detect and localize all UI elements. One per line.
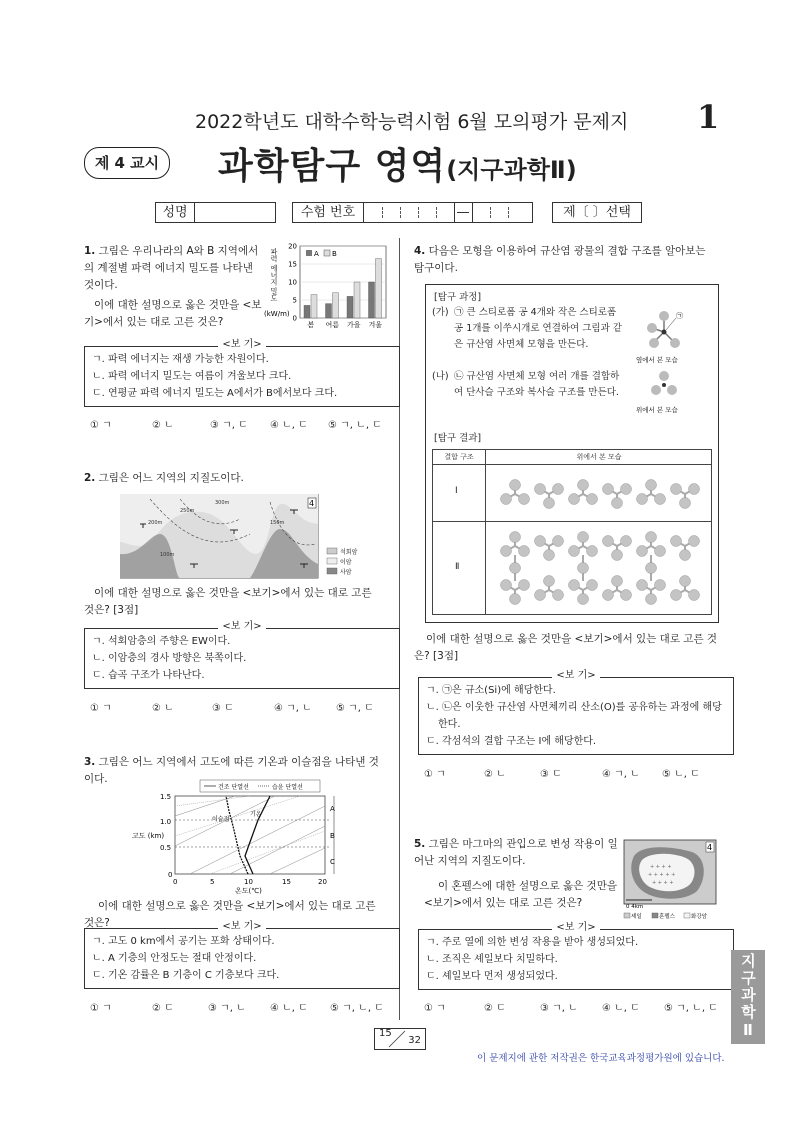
q1-choice-1[interactable]: ① ㄱ xyxy=(90,420,112,431)
page-number: 1 xyxy=(697,98,720,136)
q1-item-3: ㄷ. 연평균 파력 에너지 밀도는 A에서가 B에서보다 크다. xyxy=(92,388,338,399)
q5-text: 그림은 마그마의 관입으로 변성 작용이 일어난 지역의 지질도이다. xyxy=(414,838,618,867)
q1-ytick-3: 10 xyxy=(288,278,297,287)
q3-choice-4[interactable]: ④ ㄴ, ㄷ xyxy=(270,1003,308,1014)
q1-number: 1. xyxy=(84,245,96,257)
q2-number: 2. xyxy=(84,472,96,484)
q1-bar-B-1 xyxy=(311,295,317,318)
q2-contour-3: 200m xyxy=(148,520,163,526)
single-unit-2-o1 xyxy=(544,498,555,509)
subject-title xyxy=(218,138,577,189)
q4-result-table xyxy=(432,449,712,615)
q3-xtick-1: 0 xyxy=(173,878,178,886)
q3-layer-c: C xyxy=(330,858,335,866)
double-top-2-o3 xyxy=(553,536,564,547)
double-top-2-o2 xyxy=(535,536,546,547)
svg-text:+ + + + +: + + + + + xyxy=(648,872,676,878)
q1-ytick-1: 20 xyxy=(288,242,297,251)
q1-bogi-title: <보 기> xyxy=(218,339,265,350)
q4-item-1: ㄱ. ㉠은 규소(Si)에 해당한다. xyxy=(426,685,556,696)
q1-choices xyxy=(90,416,382,431)
q4-stem xyxy=(414,243,719,277)
q3-bogi xyxy=(84,921,400,989)
choice-label: 제〔 〕선택 xyxy=(563,205,631,220)
q1-yunit: (kW/m) xyxy=(264,310,290,318)
single-unit-2-o2 xyxy=(535,484,546,495)
double-bottom-5-o2 xyxy=(637,580,648,591)
double-bottom-3-o2 xyxy=(569,580,580,591)
double-bottom-4-o1 xyxy=(612,576,623,587)
double-bridge-3 xyxy=(646,563,657,574)
q3-choices xyxy=(90,999,384,1014)
q5-legend-2: 혼펠스 xyxy=(659,914,675,920)
q1-xlabel-4: 겨울 xyxy=(368,321,383,329)
q1-choice-2[interactable]: ② ㄴ xyxy=(152,420,174,431)
q2-item-3: ㄷ. 습곡 구조가 나타난다. xyxy=(92,670,205,681)
double-bottom-3-o1 xyxy=(578,594,589,605)
single-unit-6-o2 xyxy=(671,484,682,495)
q1-xlabel-1: 봄 xyxy=(307,321,315,329)
q3-temp-label: 기온 xyxy=(250,811,262,818)
q3-ytick-4: 0 xyxy=(168,871,173,879)
q1-ytick-4: 5 xyxy=(292,296,297,305)
session-label: 제 4 교시 xyxy=(94,154,160,172)
q3-dewpoint-label: 이슬점 xyxy=(212,816,230,823)
q4-choice-2[interactable]: ② ㄴ xyxy=(484,769,506,780)
q1-choice-4[interactable]: ④ ㄴ, ㄷ xyxy=(270,420,308,431)
q4-view-side: 옆에서 본 모습 xyxy=(636,356,678,364)
q5-geologic-map xyxy=(622,838,722,922)
q1-xlabel-3: 가을 xyxy=(346,321,361,329)
name-label-cell xyxy=(155,202,195,223)
double-top-5-o1 xyxy=(646,532,657,543)
double-top-1-o1 xyxy=(510,532,521,543)
q3-choice-1[interactable]: ① ㄱ xyxy=(90,1003,112,1014)
q4-choices xyxy=(424,765,700,780)
q1-ytick-2: 15 xyxy=(288,260,297,269)
double-top-3-o1 xyxy=(578,532,589,543)
double-bottom-2-o2 xyxy=(535,590,546,601)
q4-marker-giyeok: ㉠ xyxy=(676,312,683,320)
q3-item-2: ㄴ. A 기층의 안정도는 절대 안정이다. xyxy=(92,953,257,964)
q1-xlabel-2: 여름 xyxy=(325,321,340,329)
q3-prompt: 이에 대한 설명으로 옳은 것만을 <보기>에서 있는 대로 고른 것은? xyxy=(84,900,376,929)
double-bottom-5-o3 xyxy=(655,580,666,591)
id-input[interactable] xyxy=(363,202,533,223)
q4-item-3: ㄷ. 각섬석의 결합 구조는 Ⅰ에 해당한다. xyxy=(426,736,597,747)
page-current: 15 xyxy=(379,1028,392,1039)
q2-legend-3: 사암 xyxy=(340,569,352,576)
q1-bar-B-3 xyxy=(354,282,360,318)
q4-head-structure: 결합 구조 xyxy=(444,453,474,461)
q4-text: 다음은 모형을 이용하여 규산염 광물의 결합 구조를 알아보는 탐구이다. xyxy=(414,245,706,274)
side-tab-label: 지구과학Ⅱ xyxy=(739,953,757,1041)
q1-bar-A-2 xyxy=(326,304,332,318)
page-counter xyxy=(374,1028,426,1050)
q5-stem xyxy=(414,836,619,870)
q3-xlabel: 온도(℃) xyxy=(235,887,262,894)
q5-choice-3[interactable]: ③ ㄱ, ㄴ xyxy=(540,1003,578,1014)
q1-choice-5[interactable]: ⑤ ㄱ, ㄴ, ㄷ xyxy=(328,420,382,431)
double-top-1-o2 xyxy=(501,546,512,557)
q2-contour-4: 150m xyxy=(270,520,285,526)
q4-process-title: [탐구 과정] xyxy=(434,292,482,303)
q3-bogi-title: <보 기> xyxy=(218,921,265,932)
single-unit-6-o1 xyxy=(680,498,691,509)
q4-tetrahedron-figures xyxy=(624,306,704,418)
q5-scale: 0 4km xyxy=(626,904,644,910)
q3-adiabat-chart xyxy=(130,776,360,894)
single-unit-3-o1 xyxy=(578,480,589,491)
exam-title: 2022학년도 대학수학능력시험 6월 모의평가 문제지 xyxy=(195,111,629,133)
q4-choice-1[interactable]: ① ㄱ xyxy=(424,769,446,780)
session-badge xyxy=(84,147,170,179)
q4-step-na-text: ㉡ 규산염 사면체 모형 여러 개를 결합하여 단사슬 구조와 복사슬 구조를 만든다. xyxy=(454,371,620,398)
q4-step-ga-label: (가) xyxy=(432,307,449,318)
double-top-2-o1 xyxy=(544,550,555,561)
q5-item-1: ㄱ. 주로 열에 의한 변성 작용을 받아 생성되었다. xyxy=(426,937,639,948)
q4-result-title: [탐구 결과] xyxy=(434,433,482,444)
q4-choice-4[interactable]: ④ ㄱ, ㄴ xyxy=(602,769,640,780)
q4-number: 4. xyxy=(414,245,426,257)
double-bottom-5-o1 xyxy=(646,594,657,605)
q4-item-2: ㄴ. ㉡은 이웃한 규산염 사면체끼리 산소(O)를 공유하는 과정에 해당한다. xyxy=(426,702,722,730)
svg-text:4: 4 xyxy=(309,499,315,508)
copyright-notice: 이 문제지에 관한 저작권은 한국교육과정평가원에 있습니다. xyxy=(477,1053,725,1064)
svg-text:+ + + +: + + + + xyxy=(652,880,674,886)
candidate-info-row xyxy=(155,202,645,224)
q5-number: 5. xyxy=(414,838,426,850)
double-bridge-1 xyxy=(510,563,521,574)
double-top-4-o3 xyxy=(621,536,632,547)
q4-double-chain xyxy=(493,526,707,612)
q4-bogi-title: <보 기> xyxy=(552,670,599,681)
q3-number: 3. xyxy=(84,756,96,768)
q1-bar-B-4 xyxy=(376,259,382,318)
q1-bar-chart xyxy=(264,240,390,332)
q2-bogi xyxy=(84,621,400,689)
name-input[interactable] xyxy=(194,202,276,223)
q2-legend-1: 석회암 xyxy=(340,549,358,556)
q3-ytick-1: 1.5 xyxy=(160,793,172,801)
q4-step-ga xyxy=(432,305,622,353)
double-top-6-o3 xyxy=(689,536,700,547)
q4-head-topview: 위에서 본 모습 xyxy=(576,453,622,461)
q5-choice-4[interactable]: ④ ㄴ, ㄷ xyxy=(602,1003,640,1014)
q4-choice-5[interactable]: ⑤ ㄴ, ㄷ xyxy=(662,769,700,780)
q3-xtick-4: 15 xyxy=(282,878,291,886)
id-label: 수험 번호 xyxy=(300,205,356,220)
q2-stem xyxy=(84,470,384,487)
q3-ytick-2: 1.0 xyxy=(160,818,172,826)
single-unit-4-o2 xyxy=(603,484,614,495)
q2-choice-3[interactable]: ③ ㄷ xyxy=(212,703,234,714)
single-unit-4-o1 xyxy=(612,498,623,509)
id-label-cell xyxy=(292,202,364,223)
subject-side-tab xyxy=(731,950,765,1044)
q5-bogi-title: <보 기> xyxy=(552,922,599,933)
q4-row-2: Ⅱ xyxy=(455,562,460,572)
q5-choice-5[interactable]: ⑤ ㄱ, ㄴ, ㄷ xyxy=(664,1003,718,1014)
q5-prompt: 이 혼펠스에 대한 설명으로 옳은 것만을 <보기>에서 있는 대로 고른 것은? xyxy=(424,880,617,909)
q1-legend-a: A xyxy=(314,250,319,258)
q2-legend-2: 이암 xyxy=(340,559,352,566)
q3-choice-2[interactable]: ② ㄷ xyxy=(152,1003,174,1014)
q2-choice-5[interactable]: ⑤ ㄱ, ㄷ xyxy=(336,703,374,714)
double-bottom-6-o3 xyxy=(689,590,700,601)
q2-prompt: 이에 대한 설명으로 옳은 것만을 <보기>에서 있는 대로 고른 것은? [3점] xyxy=(84,587,372,616)
q3-layer-b: B xyxy=(330,832,335,840)
q1-bar-A-4 xyxy=(369,282,375,318)
q3-ytick-3: 0.5 xyxy=(160,844,172,852)
q4-single-chain xyxy=(493,468,707,518)
q3-item-1: ㄱ. 고도 0 km에서 공기는 포화 상태이다. xyxy=(92,936,275,947)
q3-layer-a: A xyxy=(330,805,335,813)
q4-step-na xyxy=(432,369,622,401)
q2-choice-2[interactable]: ② ㄴ xyxy=(152,703,174,714)
double-bottom-1-o2 xyxy=(501,580,512,591)
q3-xtick-2: 5 xyxy=(210,878,215,886)
double-top-6-o1 xyxy=(680,550,691,561)
q4-prompt: 이에 대한 설명으로 옳은 것만을 <보기>에서 있는 대로 고른 것은? [3점] xyxy=(414,633,718,662)
subject-main: 과학탐구 영역 xyxy=(218,146,447,187)
double-bottom-2-o1 xyxy=(544,576,555,587)
double-bottom-2-o3 xyxy=(553,590,564,601)
single-unit-1-o3 xyxy=(519,494,530,505)
q5-legend-3: 화강암 xyxy=(691,914,707,920)
q4-bogi xyxy=(418,670,734,755)
double-top-5-o2 xyxy=(637,546,648,557)
double-bottom-6-o1 xyxy=(680,576,691,587)
double-bottom-4-o2 xyxy=(603,590,614,601)
q1-bar-B-2 xyxy=(333,293,339,318)
q1-ytick-5: 0 xyxy=(292,314,297,323)
double-bottom-4-o3 xyxy=(621,590,632,601)
double-bottom-3-o3 xyxy=(587,580,598,591)
q1-item-1: ㄱ. 파력 에너지는 재생 가능한 자원이다. xyxy=(92,354,269,365)
q1-item-2: ㄴ. 파력 에너지 밀도는 여름이 겨울보다 크다. xyxy=(92,371,292,382)
q4-choice-3[interactable]: ③ ㄷ xyxy=(540,769,562,780)
single-unit-3-o3 xyxy=(587,494,598,505)
q3-legend-2: 습윤 단열선 xyxy=(272,784,303,791)
single-unit-6-o3 xyxy=(689,484,700,495)
q5-item-2: ㄴ. 조직은 셰일보다 치밀하다. xyxy=(426,954,558,965)
svg-text:4: 4 xyxy=(707,843,713,852)
q2-contour-5: 100m xyxy=(160,552,175,558)
double-top-5-o3 xyxy=(655,546,666,557)
q3-item-3: ㄷ. 기온 감률은 B 기층이 C 기층보다 크다. xyxy=(92,970,280,981)
q2-contour-2: 250m xyxy=(180,508,195,514)
double-bottom-1-o1 xyxy=(510,594,521,605)
q1-prompt: 이에 대한 설명으로 옳은 것만을 <보기>에서 있는 대로 고른 것은? xyxy=(84,299,262,328)
double-top-1-o3 xyxy=(519,546,530,557)
q1-bar-A-1 xyxy=(304,305,310,318)
q1-ylabel: 파력 에너지 밀도 xyxy=(270,248,278,302)
single-unit-5-o3 xyxy=(655,494,666,505)
q5-item-3: ㄷ. 셰일보다 먼저 생성되었다. xyxy=(426,971,558,982)
q1-bogi xyxy=(84,339,400,407)
single-unit-1-o2 xyxy=(501,494,512,505)
double-top-3-o3 xyxy=(587,546,598,557)
q4-step-ga-text: ㉠ 큰 스티로폼 공 4개와 작은 스티로폼 공 1개를 이쑤시개로 연결하여 그림과 같은 규산염 사면체 모형을 만든다. xyxy=(454,307,622,350)
q3-choice-3[interactable]: ③ ㄱ, ㄴ xyxy=(208,1003,246,1014)
double-top-3-o2 xyxy=(569,546,580,557)
q1-bar-A-3 xyxy=(347,296,353,318)
single-unit-3-o2 xyxy=(569,494,580,505)
q3-choice-5[interactable]: ⑤ ㄱ, ㄴ, ㄷ xyxy=(330,1003,384,1014)
single-unit-5-o2 xyxy=(637,494,648,505)
choice-label-cell xyxy=(552,202,642,223)
name-label: 성명 xyxy=(162,205,188,220)
single-unit-1-o1 xyxy=(510,480,521,491)
q2-choice-1[interactable]: ① ㄱ xyxy=(90,703,112,714)
double-bridge-2 xyxy=(578,563,589,574)
q5-choice-1[interactable]: ① ㄱ xyxy=(424,1003,446,1014)
q1-legend-b: B xyxy=(332,250,337,258)
q4-step-na-label: (나) xyxy=(432,371,449,382)
single-unit-2-o3 xyxy=(553,484,564,495)
q1-text: 그림은 우리나라의 A와 B 지역에서의 계절별 파력 에너지 밀도를 나타낸 것이다. xyxy=(84,245,259,291)
double-top-4-o1 xyxy=(612,550,623,561)
q3-text: 그림은 어느 지역에서 고도에 따른 기온과 이슬점을 나타낸 것이다. xyxy=(84,756,379,785)
q5-choices xyxy=(424,999,718,1014)
q1-stem xyxy=(84,243,262,294)
double-top-6-o2 xyxy=(671,536,682,547)
q3-legend-1: 건조 단열선 xyxy=(218,784,249,791)
q2-contour-1: 300m xyxy=(215,500,230,506)
q2-bogi-title: <보 기> xyxy=(218,621,265,632)
q3-xtick-5: 20 xyxy=(318,878,327,886)
subject-sub: (지구과학Ⅱ) xyxy=(446,156,577,184)
q5-legend-1: 셰일 xyxy=(631,914,642,920)
svg-text:+ + + +: + + + + xyxy=(650,864,672,870)
q1-choice-3[interactable]: ③ ㄱ, ㄷ xyxy=(210,420,248,431)
q2-item-1: ㄱ. 석회암층의 주향은 EW이다. xyxy=(92,636,231,647)
single-unit-4-o3 xyxy=(621,484,632,495)
single-unit-5-o1 xyxy=(646,480,657,491)
double-top-4-o2 xyxy=(603,536,614,547)
q2-text: 그림은 어느 지역의 지질도이다. xyxy=(98,472,244,484)
q5-bogi xyxy=(418,922,734,990)
double-bottom-1-o3 xyxy=(519,580,530,591)
q2-item-2: ㄴ. 이암층의 경사 방향은 북쪽이다. xyxy=(92,653,247,664)
q3-xtick-3: 10 xyxy=(244,878,253,886)
q3-ylabel: 고도 (km) xyxy=(132,832,165,840)
q2-geologic-map xyxy=(120,494,380,580)
double-bottom-6-o2 xyxy=(671,590,682,601)
q5-choice-2[interactable]: ② ㄷ xyxy=(484,1003,506,1014)
q4-view-top: 위에서 본 모습 xyxy=(636,406,678,414)
q4-row-1: Ⅰ xyxy=(455,486,458,496)
page-total: 32 xyxy=(408,1035,421,1046)
q2-choice-4[interactable]: ④ ㄱ, ㄴ xyxy=(274,703,312,714)
q2-choices xyxy=(90,699,374,714)
